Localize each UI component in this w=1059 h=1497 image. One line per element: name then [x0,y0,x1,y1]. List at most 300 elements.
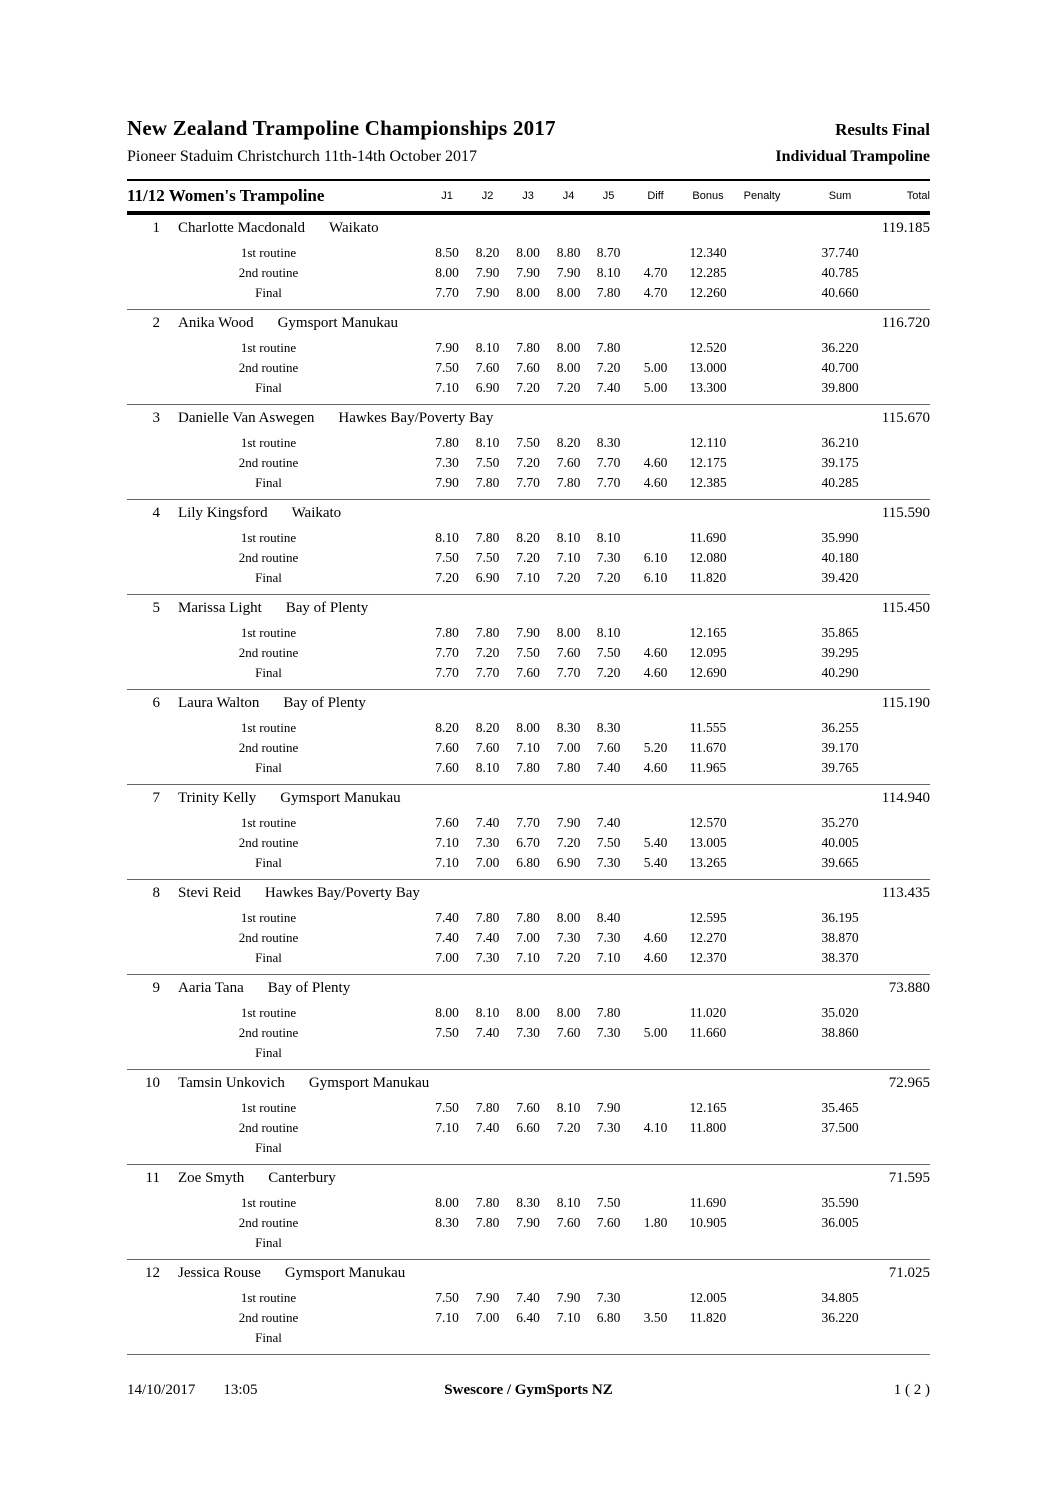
athlete-block [127,215,930,310]
routine-label: 1st routine [240,910,297,925]
judge-score-j3: 7.10 [516,740,540,755]
routine-label: 1st routine [240,245,297,260]
score-row [127,1023,930,1043]
judge-score-j2: 8.20 [475,720,500,735]
judge-score-j3: 7.30 [516,1025,540,1040]
sum-score: 35.465 [821,1100,859,1115]
athlete-club: Canterbury [268,1170,336,1186]
athlete-name-row [127,600,930,623]
column-header-bonus: Bonus [692,190,724,202]
judge-score-j1: 8.00 [435,1005,459,1020]
score-row [127,548,930,568]
athlete-rank: 11 [145,1170,160,1186]
judge-score-j2: 7.50 [475,455,500,470]
score-row [127,568,930,588]
athlete-name-row [127,790,930,813]
judge-score-j3: 7.80 [516,340,540,355]
athlete-block [127,310,930,405]
judge-score-j4: 7.20 [556,380,581,395]
judge-score-j2: 8.10 [475,435,500,450]
athlete-block [127,1165,930,1260]
judge-score-j1: 8.10 [435,530,459,545]
judge-score-j1: 7.10 [435,1120,459,1135]
routine-label: Final [255,950,282,965]
sum-score: 39.175 [821,455,859,470]
bonus-score: 12.175 [689,455,727,470]
athlete-name-row [127,315,930,338]
difficulty-score: 4.60 [643,665,668,680]
sum-score: 35.270 [821,815,859,830]
judge-score-j5: 8.40 [596,910,621,925]
judge-score-j2: 7.90 [475,285,500,300]
difficulty-score: 5.00 [643,1025,668,1040]
judge-score-j2: 7.90 [475,1290,500,1305]
judge-score-j5: 7.20 [596,570,621,585]
bonus-score: 11.800 [689,1120,727,1135]
athlete-club: Gymsport Manukau [284,1265,406,1281]
judge-score-j3: 7.10 [516,950,540,965]
athlete-total-score: 115.190 [881,695,930,711]
bonus-score: 11.690 [689,1195,727,1210]
difficulty-score: 4.60 [643,930,668,945]
difficulty-score: 4.60 [643,950,668,965]
judge-score-j4: 8.00 [556,1005,581,1020]
athlete-total-score: 115.450 [881,600,930,616]
sum-score: 40.660 [821,285,859,300]
routine-label: Final [255,1330,282,1345]
judge-score-j5: 8.10 [596,530,621,545]
judge-score-j1: 7.50 [435,1100,459,1115]
judge-score-j4: 7.60 [556,455,581,470]
footer-scoring-system: Swescore / GymSports NZ [444,1382,613,1398]
athlete-rank: 7 [152,790,160,806]
athlete-name-row [127,1265,930,1288]
difficulty-score: 6.10 [643,570,668,585]
judge-score-j3: 7.70 [516,475,540,490]
judge-score-j3: 7.10 [516,570,540,585]
judge-score-j4: 8.00 [556,625,581,640]
athlete-name-row [127,505,930,528]
judge-score-j2: 7.50 [475,550,500,565]
judge-score-j3: 7.50 [516,645,540,660]
score-row [127,1098,930,1118]
routine-label: Final [255,855,282,870]
score-row [127,928,930,948]
judge-score-j4: 7.80 [556,760,581,775]
judge-score-j4: 8.80 [556,245,581,260]
judge-score-j2: 7.30 [475,835,500,850]
score-row [127,643,930,663]
judge-score-j2: 7.60 [475,360,500,375]
athlete-rank: 10 [145,1075,160,1091]
sum-score: 37.500 [821,1120,859,1135]
score-row [127,1308,930,1328]
judge-score-j5: 7.20 [596,360,621,375]
sum-score: 39.800 [821,380,859,395]
bonus-score: 12.570 [689,815,727,830]
score-row [127,1043,930,1063]
athlete-name-row [127,1170,930,1193]
difficulty-score: 5.20 [643,740,668,755]
bonus-score: 12.340 [689,245,727,260]
sum-score: 36.005 [821,1215,859,1230]
judge-score-j2: 7.40 [475,930,500,945]
score-row [127,738,930,758]
judge-score-j3: 7.80 [516,910,540,925]
athlete-block [127,690,930,785]
judge-score-j4: 7.60 [556,645,581,660]
sum-score: 39.665 [821,855,859,870]
judge-score-j1: 7.40 [435,930,459,945]
judge-score-j3: 7.80 [516,760,540,775]
bonus-score: 12.005 [689,1290,727,1305]
judge-score-j1: 7.80 [435,435,459,450]
bonus-score: 12.520 [689,340,727,355]
judge-score-j3: 7.90 [516,265,540,280]
routine-label: 2nd routine [238,740,299,755]
footer-datetime [127,1382,258,1399]
athlete-name: Laura Walton [178,695,260,711]
score-row [127,283,930,303]
judge-score-j1: 7.50 [435,550,459,565]
sum-score: 40.005 [821,835,859,850]
athlete-club: Hawkes Bay/Poverty Bay [338,410,494,426]
athlete-club: Waikato [329,220,379,236]
athlete-club: Hawkes Bay/Poverty Bay [264,885,420,901]
athlete-block [127,500,930,595]
table-column-header [127,181,930,211]
document-footer [127,1382,930,1399]
score-row [127,1213,930,1233]
athlete-name: Stevi Reid [178,885,241,901]
judge-score-j3: 7.20 [516,550,540,565]
judge-score-j4: 7.90 [556,815,581,830]
judge-score-j3: 8.00 [516,720,540,735]
judge-score-j2: 7.80 [475,1195,500,1210]
sum-score: 34.805 [821,1290,859,1305]
athlete-club: Waikato [291,505,342,521]
sum-score: 36.195 [821,910,859,925]
column-header-j2: J2 [481,190,494,202]
judge-score-j2: 7.40 [475,815,500,830]
athlete-name-row [127,410,930,433]
judge-score-j1: 7.10 [435,380,459,395]
bonus-score: 11.020 [689,1005,727,1020]
judge-score-j5: 7.80 [596,1005,621,1020]
judge-score-j5: 7.80 [596,340,621,355]
athlete-name: Marissa Light [178,600,262,616]
bonus-score: 11.820 [689,570,727,585]
difficulty-score: 5.40 [643,855,668,870]
difficulty-score: 4.70 [643,285,668,300]
bonus-score: 12.370 [689,950,727,965]
routine-label: Final [255,285,282,300]
judge-score-j1: 8.30 [435,1215,459,1230]
sum-score: 39.295 [821,645,859,660]
judge-score-j2: 7.80 [475,625,500,640]
judge-score-j1: 7.90 [435,340,459,355]
judge-score-j5: 7.30 [596,930,621,945]
judge-score-j3: 7.90 [516,1215,540,1230]
judge-score-j3: 7.20 [516,380,540,395]
routine-label: 2nd routine [238,360,299,375]
routine-label: 1st routine [240,1195,297,1210]
bonus-score: 12.095 [689,645,727,660]
bonus-score: 11.670 [689,740,727,755]
footer-time: 13:05 [223,1382,258,1398]
judge-score-j4: 8.00 [556,340,581,355]
difficulty-score: 4.60 [643,760,668,775]
judge-score-j4: 7.90 [556,1290,581,1305]
bonus-score: 12.595 [689,910,727,925]
judge-score-j4: 7.80 [556,475,581,490]
bonus-score: 12.165 [689,625,727,640]
judge-score-j1: 7.10 [435,835,459,850]
judge-score-j3: 7.60 [516,1100,540,1115]
routine-label: 2nd routine [238,265,299,280]
judge-score-j4: 7.10 [556,1310,581,1325]
judge-score-j3: 6.40 [516,1310,540,1325]
judge-score-j2: 8.10 [475,340,500,355]
judge-score-j5: 7.40 [596,815,621,830]
judge-score-j5: 7.30 [596,1290,621,1305]
athlete-rank: 9 [152,980,160,996]
judge-score-j4: 6.90 [556,855,581,870]
athlete-name: Lily Kingsford [178,505,268,521]
athlete-rank: 2 [152,315,160,331]
judge-score-j5: 7.60 [596,740,621,755]
event-label: Individual Trampoline [775,148,930,165]
sum-score: 40.785 [821,265,859,280]
judge-score-j4: 7.60 [556,1215,581,1230]
difficulty-score: 4.70 [643,265,668,280]
score-row [127,378,930,398]
routine-label: Final [255,1235,282,1250]
bonus-score: 13.005 [689,835,727,850]
score-row [127,1003,930,1023]
judge-score-j2: 7.40 [475,1120,500,1135]
judge-score-j3: 7.50 [516,435,540,450]
column-header-total: Total [906,190,930,202]
athlete-total-score: 115.670 [881,410,930,426]
score-row [127,758,930,778]
judge-score-j1: 7.00 [435,950,459,965]
judge-score-j1: 7.60 [435,740,459,755]
judge-score-j2: 7.00 [475,855,500,870]
judge-score-j5: 7.10 [596,950,621,965]
judge-score-j2: 7.00 [475,1310,500,1325]
sum-score: 40.290 [821,665,859,680]
judge-score-j4: 7.10 [556,550,581,565]
judge-score-j5: 7.40 [596,760,621,775]
athlete-block [127,785,930,880]
bonus-score: 13.265 [689,855,727,870]
judge-score-j3: 7.90 [516,625,540,640]
judge-score-j5: 7.30 [596,855,621,870]
judge-score-j4: 8.10 [556,1195,581,1210]
sum-score: 36.255 [821,720,859,735]
judge-score-j1: 8.00 [435,265,459,280]
judge-score-j1: 7.70 [435,285,459,300]
athlete-club: Gymsport Manukau [277,315,398,331]
footer-page-number: 1 ( 2 ) [893,1382,930,1398]
score-row [127,623,930,643]
bonus-score: 11.555 [689,720,727,735]
athlete-name: Charlotte Macdonald [178,220,306,236]
score-row [127,243,930,263]
judge-score-j5: 8.30 [596,720,621,735]
routine-label: Final [255,1045,282,1060]
athlete-name-row [127,220,930,243]
sum-score: 38.370 [821,950,859,965]
judge-score-j3: 7.60 [516,665,540,680]
bonus-score: 12.110 [689,435,727,450]
judge-score-j1: 7.80 [435,625,459,640]
sum-score: 35.590 [821,1195,859,1210]
athlete-total-score: 71.595 [888,1170,930,1186]
judge-score-j4: 7.60 [556,1025,581,1040]
judge-score-j3: 8.30 [516,1195,540,1210]
judge-score-j4: 8.00 [556,910,581,925]
judge-score-j2: 8.20 [475,245,500,260]
athlete-block [127,975,930,1070]
sum-score: 39.170 [821,740,859,755]
athlete-total-score: 114.940 [881,790,930,806]
score-row [127,813,930,833]
judge-score-j4: 8.00 [556,285,581,300]
judge-score-j4: 7.20 [556,950,581,965]
judge-score-j2: 6.90 [475,570,500,585]
routine-label: 2nd routine [238,550,299,565]
routine-label: 1st routine [240,1005,297,1020]
judge-score-j5: 8.30 [596,435,621,450]
athlete-block [127,1260,930,1355]
routine-label: 1st routine [240,720,297,735]
routine-label: Final [255,380,282,395]
difficulty-score: 4.10 [643,1120,668,1135]
athlete-total-score: 73.880 [888,980,930,996]
judge-score-j2: 7.80 [475,1100,500,1115]
routine-label: 2nd routine [238,1310,299,1325]
routine-label: Final [255,1140,282,1155]
routine-label: 1st routine [240,530,297,545]
routine-label: Final [255,570,282,585]
routine-label: 1st routine [240,435,297,450]
bonus-score: 13.000 [689,360,727,375]
athlete-club: Gymsport Manukau [280,790,401,806]
judge-score-j1: 7.40 [435,910,459,925]
athlete-rank: 4 [152,505,160,521]
bonus-score: 12.080 [689,550,727,565]
judge-score-j5: 7.70 [596,455,621,470]
judge-score-j5: 8.10 [596,625,621,640]
judge-score-j3: 8.20 [516,530,540,545]
athlete-name: Danielle Van Aswegen [178,410,315,426]
judge-score-j4: 7.70 [556,665,581,680]
routine-label: Final [255,665,282,680]
judge-score-j3: 8.00 [516,285,540,300]
sum-score: 35.990 [821,530,859,545]
bonus-score: 11.965 [689,760,727,775]
judge-score-j4: 7.20 [556,835,581,850]
judge-score-j3: 7.00 [516,930,540,945]
score-row [127,338,930,358]
judge-score-j5: 7.70 [596,475,621,490]
sum-score: 40.180 [821,550,859,565]
judge-score-j2: 7.40 [475,1025,500,1040]
judge-score-j1: 8.50 [435,245,459,260]
judge-score-j2: 7.60 [475,740,500,755]
results-list [127,215,930,1355]
athlete-club: Bay of Plenty [267,980,351,996]
judge-score-j1: 7.50 [435,1025,459,1040]
score-row [127,853,930,873]
column-header-j4: J4 [562,190,575,202]
venue-date-subtitle: Pioneer Staduim Christchurch 11th-14th October 2017 [127,148,478,165]
athlete-block [127,880,930,975]
judge-score-j1: 7.50 [435,360,459,375]
judge-score-j5: 7.40 [596,380,621,395]
routine-label: 2nd routine [238,1120,299,1135]
bonus-score: 11.660 [689,1025,727,1040]
athlete-total-score: 72.965 [888,1075,930,1091]
judge-score-j4: 8.30 [556,720,581,735]
section-title: 11/12 Women's Trampoline [127,186,325,205]
score-row [127,1288,930,1308]
judge-score-j1: 7.10 [435,855,459,870]
score-row [127,453,930,473]
athlete-name-row [127,980,930,1003]
judge-score-j1: 7.90 [435,475,459,490]
score-row [127,433,930,453]
athlete-rank: 6 [152,695,160,711]
score-row [127,948,930,968]
score-row [127,833,930,853]
athlete-club: Bay of Plenty [283,695,366,711]
difficulty-score: 4.60 [643,645,668,660]
judge-score-j5: 7.60 [596,1215,621,1230]
column-header-j1: J1 [441,190,453,202]
routine-label: 1st routine [240,1100,297,1115]
score-row [127,663,930,683]
athlete-block [127,1070,930,1165]
score-row [127,358,930,378]
document-header-row1 [127,116,930,141]
athlete-name: Trinity Kelly [178,790,257,806]
athlete-block [127,405,930,500]
bonus-score: 10.905 [689,1215,727,1230]
athlete-name: Tamsin Unkovich [178,1075,285,1091]
difficulty-score: 3.50 [643,1310,668,1325]
judge-score-j4: 7.00 [556,740,581,755]
judge-score-j5: 7.50 [596,835,621,850]
column-header-sum: Sum [828,190,852,202]
routine-label: 2nd routine [238,835,299,850]
judge-score-j2: 8.10 [475,760,500,775]
judge-score-j4: 7.30 [556,930,581,945]
athlete-name-row [127,695,930,718]
sum-score: 40.700 [821,360,859,375]
judge-score-j4: 8.00 [556,360,581,375]
judge-score-j2: 7.70 [475,665,500,680]
difficulty-score: 4.60 [643,475,668,490]
judge-score-j4: 8.20 [556,435,581,450]
judge-score-j4: 7.20 [556,1120,581,1135]
routine-label: 1st routine [240,815,297,830]
athlete-name: Anika Wood [178,315,254,331]
routine-label: 2nd routine [238,930,299,945]
judge-score-j4: 8.10 [556,530,581,545]
